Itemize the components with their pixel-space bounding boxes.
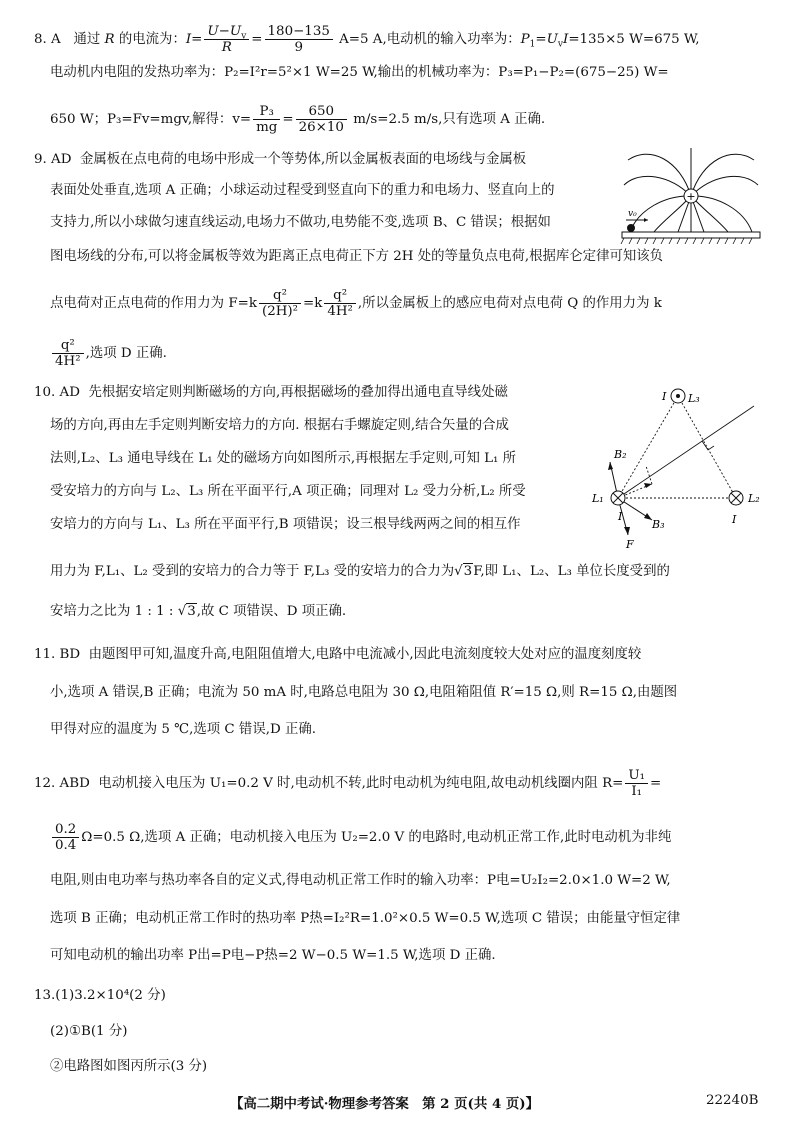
q10-line-2: 场的方向,再由左手定则判断安培力的方向. 根据右手螺旋定则,结合矢量的合成 <box>50 418 509 433</box>
q9-line-1: 9. AD 金属板在点电荷的电场中形成一个等势体,所以金属板表面的电场线与金属板 <box>34 152 527 167</box>
q9-small-ball <box>627 224 635 232</box>
q12-line-4: 选项 B 正确；电动机正常工作时的热功率 P热=I₂²R=1.0²×0.5 W=0.5 W,选项 C 错误；由能量守恒定律 <box>50 911 681 926</box>
footer-title: 【高二期中考试·物理参考答案 第 2 页(共 4 页)】 <box>230 1096 540 1112</box>
q8-line-3: 650 W；P₃=Fv=mgv,解得：v= $\frac{\text{P₃}}{mg}$ = $\frac{650}{26\times 10}$ m/s=2.5 m/s,只有选项 A 正确. <box>50 104 546 135</box>
q10-line-4: 受安培力的方向与 L₂、L₃ 所在平面平行,A 项正确；同理对 L₂ 受力分析,L₂ 所受 <box>50 484 526 499</box>
q10-line-6: 用力为 F,L₁、L₂ 受到的安培力的合力等于 F,L₃ 受的安培力的合力为√3F,即 L₁、L₂、L₃ 单位长度受到的 <box>50 564 670 579</box>
q10-line-3: 法则,L₂、L₃ 通电导线在 L₁ 处的磁场方向如图所示,再根据左手定则,可知 L₁ 所 <box>50 451 517 466</box>
q10-line-1: 10. AD 先根据安培定则判断磁场的方向,再根据磁场的叠加得出通电直导线处磁 <box>34 385 508 400</box>
footer-code: 22240B <box>706 1093 759 1108</box>
q11-line-3: 甲得对应的温度为 5 ℃,选项 C 错误,D 正确. <box>50 722 317 737</box>
q9-field-diagram <box>620 140 762 246</box>
q8-line-1: 8. A 通过 R 的电流为：I= $\frac{U-U_v}{R}$ = $\frac{180-135}{9}$ A=5 A,电动机的输入功率为：$P_1=U_vI=135\times 5$ W=675 W, <box>34 24 700 55</box>
q10-line-5: 安培力的方向与 L₁、L₃ 所在平面平行,B 项错误；设三根导线两两之间的相互作 <box>50 517 521 532</box>
q9-line-5: 点电荷对正点电荷的作用力为 F=k $\frac{\text{q²}}{\text{(2H)²}}$ =k $\frac{\text{q²}}{\text{4H²}}$ ,所以金属板上的感应电荷对点电荷 Q 的作用力为 k <box>50 288 662 319</box>
q10-wires-diagram <box>590 380 766 550</box>
q10-current-label-left: I <box>618 510 623 523</box>
q9-line-6: $\frac{\text{q²}}{\text{4H²}}$ ,选项 D 正确. <box>50 338 167 369</box>
q10-L3-label: L₃ <box>688 392 700 405</box>
q10-current-label-top: I <box>662 390 667 403</box>
q12-label: 12. ABD <box>34 776 90 791</box>
q12-line-2: $\frac{0.2}{0.4}$ Ω=0.5 Ω,选项 A 正确；电动机接入电压为 U₂=2.0 V 的电路时,电动机正常工作,此时电动机为非纯 <box>50 822 671 853</box>
q9-line-4: 图电场线的分布,可以将金属板等效为距离正点电荷正下方 2H 处的等量负点电荷,根据库仑定律可知该负 <box>50 249 664 264</box>
q12-line-3: 电阻,则由电功率与热功率各自的定义式,得电动机正常工作时的输入功率：P电=U₂I₂=2.0×1.0 W=2 W, <box>50 873 671 888</box>
q8-label: 8. A <box>34 32 61 47</box>
q8-line-2: 电动机内电阻的发热功率为：P₂=I²r=5²×1 W=25 W,输出的机械功率为：P₃=P₁−P₂=(675−25) W= <box>50 65 669 80</box>
q8-fraction-formula: $\frac{U-U_v}{R}$ <box>204 24 249 55</box>
q9-line-3: 支持力,所以小球做匀速直线运动,电场力不做功,电势能不变,选项 B、C 错误；根据如 <box>50 215 551 230</box>
q10-label: 10. AD <box>34 385 80 400</box>
q10-L2-label: L₂ <box>748 492 760 505</box>
q10-L1-label: L₁ <box>592 492 604 505</box>
q10-B2-label: B₂ <box>614 448 627 461</box>
q11-line-1: 11. BD 由题图甲可知,温度升高,电阻阻值增大,电路中电流减小,因此电流刻度较大处对应的温度刻度较 <box>34 647 642 662</box>
q13-line-1: 13.(1)3.2×10⁴(2 分) <box>34 988 166 1003</box>
q13-label: 13. <box>34 988 56 1003</box>
q10-force-label: F <box>626 538 634 550</box>
q9-v0-label: v₀ <box>628 209 637 219</box>
q10-B3-label: B₃ <box>652 518 665 531</box>
q9-positive-charge-label: + <box>686 190 696 203</box>
q13-line-3: ②电路图如图丙所示(3 分) <box>50 1059 208 1074</box>
q10-line-7: 安培力之比为 1 : 1 : √3,故 C 项错误、D 项正确. <box>50 604 347 619</box>
q8-fraction-values: $\frac{180-135}{9}$ <box>265 24 333 55</box>
q13-line-2: (2)①B(1 分) <box>50 1024 128 1039</box>
q11-label: 11. BD <box>34 647 81 662</box>
q10-current-label-right: I <box>732 513 737 526</box>
q9-line-2: 表面处处垂直,选项 A 正确；小球运动过程受到竖直向下的重力和电场力、竖直向上的 <box>50 183 555 198</box>
q11-line-2: 小,选项 A 错误,B 正确；电流为 50 mA 时,电路总电阻为 30 Ω,电阻箱阻值 R′=15 Ω,则 R=15 Ω,由题图 <box>50 685 678 700</box>
q9-label: 9. AD <box>34 152 72 167</box>
q12-line-5: 可知电动机的输出功率 P出=P电−P热=2 W−0.5 W=1.5 W,选项 D 正确. <box>50 948 496 963</box>
q12-line-1: 12. ABD 电动机接入电压为 U₁=0.2 V 时,电动机不转,此时电动机为纯电阻,故电动机线圈内阻 R= $\frac{\text{U₁}}{\text{I₁}}$ = <box>34 768 662 799</box>
